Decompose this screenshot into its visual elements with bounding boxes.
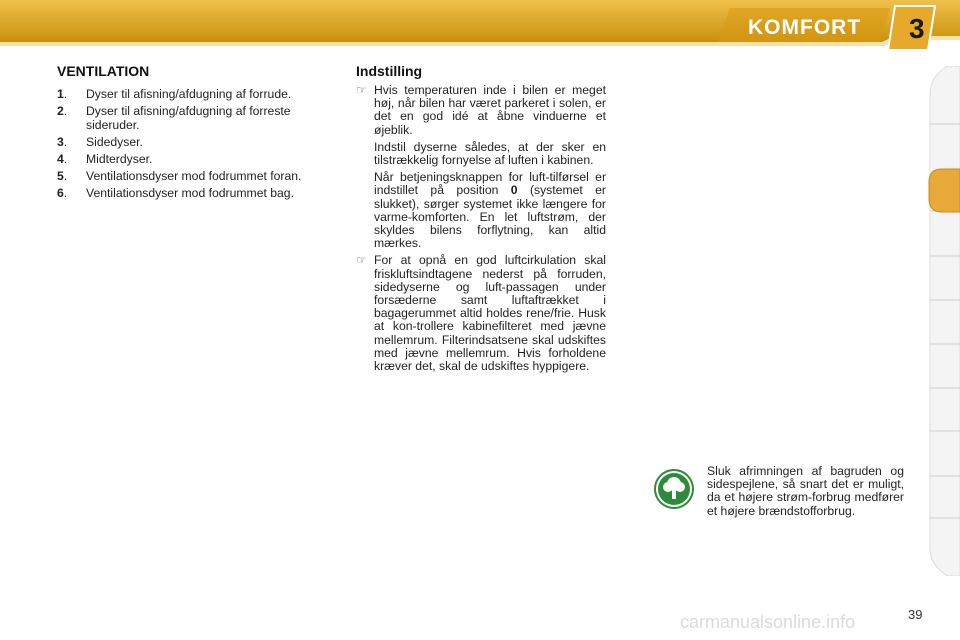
chapter-tabs	[926, 66, 960, 576]
settings-text	[356, 84, 606, 377]
paragraph-text: (systemet er slukket), sørger systemet ikke længere for varme-komforten. En let luftstrøm, der skyldes bilens forflytning, kan altid mærkes.	[374, 183, 606, 251]
list-item: 5. Ventilationsdyser mod fodrummet foran.	[57, 169, 302, 183]
item-text: Dyser til afisning/afdugning af forreste sideruder.	[86, 104, 291, 132]
list-item: 3. Sidedyser.	[57, 135, 143, 149]
item-text: Dyser til afisning/afdugning af forrude.	[86, 87, 292, 101]
nozzle-list	[57, 87, 307, 203]
item-number: 4	[57, 152, 64, 166]
item-number: 1	[57, 87, 64, 101]
pointing-hand-icon: ☞	[356, 253, 367, 268]
paragraph-text: For at opnå en god luftcirkulation skal friskluftsindtagene nederst på forruden, sidedyserne og luft-passagen under forsæderne samt luftaftrækket i bagagerummet altid holdes rene/frie. Husk at kon-trollere kabinefilteret med jævne mellemrum. Filterindsatsene skal udskiftes med jævne mellemrum. Hvis forholdene kræver det, skal de udskiftes hyppigere.	[374, 253, 606, 374]
paragraph	[356, 84, 606, 137]
item-number: 2	[57, 104, 64, 118]
paragraph-text: Indstil dyserne således, at der sker en tilstrækkelig fornyelse af luften i kabinen.	[374, 139, 606, 168]
item-text: Ventilationsdyser mod fodrummet bag.	[86, 186, 294, 200]
item-number: 6	[57, 186, 64, 200]
pointing-hand-icon: ☞	[356, 83, 367, 97]
paragraph-text: Hvis temperaturen inde i bilen er meget høj, når bilen har været parkeret i solen, er det en god idé at åbne vinduerne et øjeblik.	[374, 83, 606, 137]
item-text: Ventilationsdyser mod fodrummet foran.	[86, 169, 302, 183]
list-item: 4. Midterdyser.	[57, 152, 153, 166]
list-item: 2. Dyser til afisning/afdugning af forreste sideruder.	[57, 104, 307, 132]
item-number: 3	[57, 135, 64, 149]
section-heading-ventilation: VENTILATION	[57, 63, 150, 79]
item-text: Midterdyser.	[86, 152, 153, 166]
section-heading-settings: Indstilling	[356, 63, 423, 79]
list-item: 6. Ventilationsdyser mod fodrummet bag.	[57, 186, 294, 200]
watermark: carmanualsonline.info	[680, 612, 856, 632]
list-item: 1. Dyser til afisning/afdugning af forrude.	[57, 87, 292, 101]
page-title: KOMFORT	[748, 16, 862, 39]
item-number: 5	[57, 169, 64, 183]
paragraph-text: Når betjeningsknappen for luft-tilførsel er indstillet på position	[374, 170, 606, 198]
page-number: 39	[908, 607, 923, 622]
paragraph	[374, 171, 606, 250]
eco-tip-text: Sluk afrimningen af bagruden og sidespejlene, så snart det er muligt, da et højere strøm-forbrug medfører et højere brændstofforbrug.	[707, 464, 904, 518]
chapter-tabs-graphic	[926, 66, 960, 576]
tree-icon	[654, 469, 694, 509]
chapter-number: 3	[909, 13, 925, 44]
position-zero: 0	[510, 183, 518, 198]
item-text: Sidedyser.	[86, 135, 143, 149]
paragraph	[356, 254, 606, 373]
